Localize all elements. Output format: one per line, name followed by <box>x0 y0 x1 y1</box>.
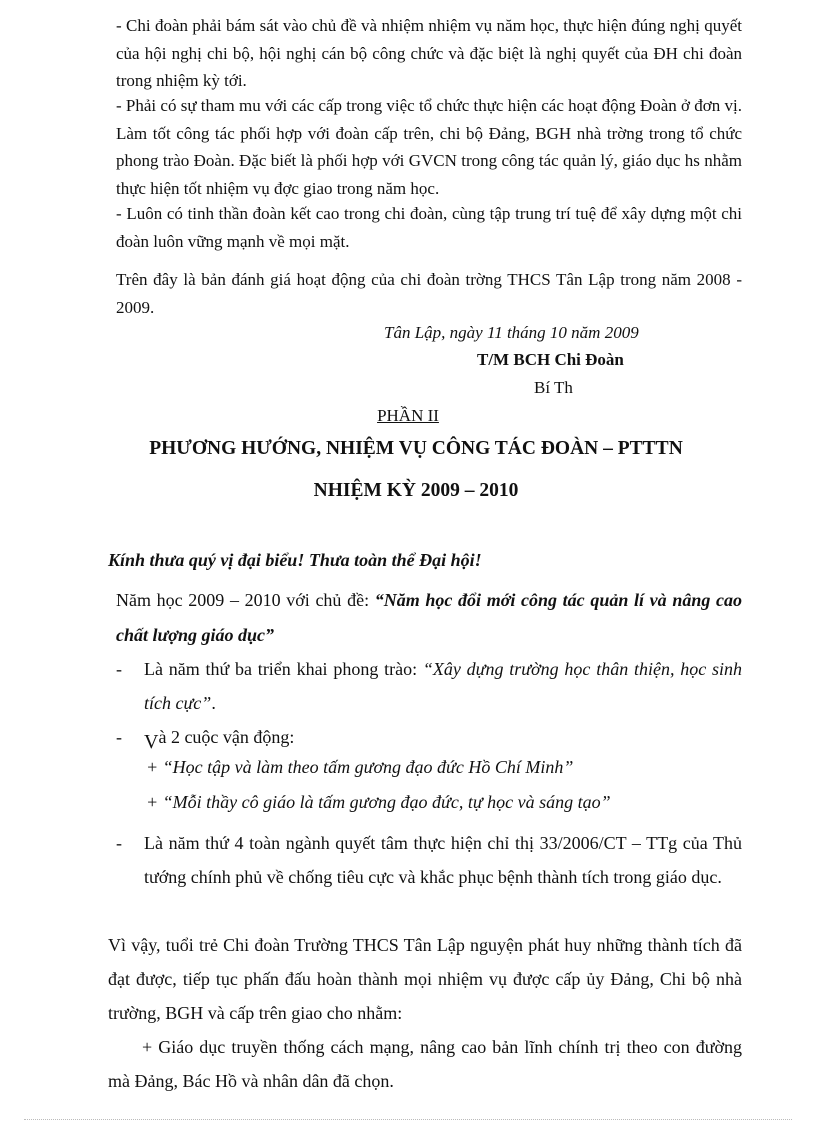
conclusion-paragraph: Vì vậy, tuổi trẻ Chi đoàn Trường THCS Tân Lập nguyện phát huy những thành tích đã đạt được, tiếp tục phấn đấu hoàn thành mọi nhiệm vụ được cấp ủy Đảng, Chi bộ nhà trường, BGH và cấp trên giao cho nhằm: <box>108 935 742 1023</box>
paragraph-direction-1: - Chi đoàn phải bám sát vào chủ đề và nhiệm nhiệm vụ năm học, thực hiện đúng nghị quyết của hội nghị chi bộ, hội nghị cán bộ công chức và đặc biệt là nghị quyết của ĐH chi đoàn trong nhiệm kỳ tới. <box>116 16 742 90</box>
greeting: Kính thưa quý vị đại biểu! Thưa toàn thể Đại hội! <box>108 550 482 570</box>
bullet-item-3 <box>116 826 742 894</box>
bullet1-quote: “Xây dựng trường học thân thiện, học sinh tích cực” <box>144 659 743 713</box>
theme-quote: “Năm học đổi mới công tác quản lí và nâng cao chất lượng giáo dục” <box>116 590 742 645</box>
bullet-item-1 <box>116 652 742 720</box>
theme-paragraph <box>116 583 742 653</box>
task-1: + Giáo dục truyền thống cách mạng, nâng cao bản lĩnh chính trị theo con đường mà Đảng, Bác Hồ và nhân dân đã chọn. <box>108 1037 742 1091</box>
signature-role: Bí Th <box>534 378 573 397</box>
dash-marker: - <box>116 659 122 679</box>
page-separator <box>24 1119 792 1120</box>
paragraph-direction-2: - Phải có sự tham mu với các cấp trong việc tổ chức thực hiện các hoạt động Đoàn ở đơn vị. Làm tốt công tác phối hợp với đoàn cấp trên, chi bộ Đảng, BGH nhà trờng trong tổ chức phong trào Đoàn. Đặc biết là phối hợp với GVCN trong công tác quản lý, giáo dục hs nhằm thực hiện tốt nhiệm vụ đợc giao trong năm học. <box>116 96 742 198</box>
section-heading-line2: NHIỆM KỲ 2009 – 2010 <box>313 480 519 501</box>
bullet2-v: V <box>144 731 159 753</box>
dash-marker: - <box>116 833 122 853</box>
signature-title: T/M BCH Chi Đoàn <box>477 350 624 369</box>
paragraph-direction-3: - Luôn có tinh thần đoàn kết cao trong chi đoàn, cùng tập trung trí tuệ để xây dựng một chi đoàn luôn vững mạnh về mọi mặt. <box>116 204 742 251</box>
theme-prefix: Năm học 2009 – 2010 với chủ đề: <box>116 590 375 610</box>
dash-marker: - <box>116 727 122 747</box>
part-label: PHẦN II <box>377 406 439 425</box>
campaign-1: + “Học tập và làm theo tấm gương đạo đức Hồ Chí Minh” <box>146 757 574 777</box>
bullet3-text: Là năm thứ 4 toàn ngành quyết tâm thực hiện chỉ thị 33/2006/CT – TTg của Thủ tướng chính phủ về chống tiêu cực và khắc phục bệnh thành tích trong giáo dục. <box>144 833 742 887</box>
bullet2-text: à 2 cuộc vận động: <box>158 727 295 747</box>
bullet-item-2 <box>116 724 742 753</box>
section-heading-line1: PHƯƠNG HƯỚNG, NHIỆM VỤ CÔNG TÁC ĐOÀN – PTTTN <box>149 438 683 459</box>
date-line: Tân Lập, ngày 11 tháng 10 năm 2009 <box>384 323 639 342</box>
bullet1-prefix: Là năm thứ ba triển khai phong trào: <box>144 659 423 679</box>
closing-paragraph: Trên đây là bản đánh giá hoạt động của chi đoàn trờng THCS Tân Lập trong năm 2008 - 2009. <box>116 270 742 317</box>
bullet1-suffix: . <box>211 693 216 713</box>
campaign-2: + “Mỗi thầy cô giáo là tấm gương đạo đức, tự học và sáng tạo” <box>146 792 611 812</box>
